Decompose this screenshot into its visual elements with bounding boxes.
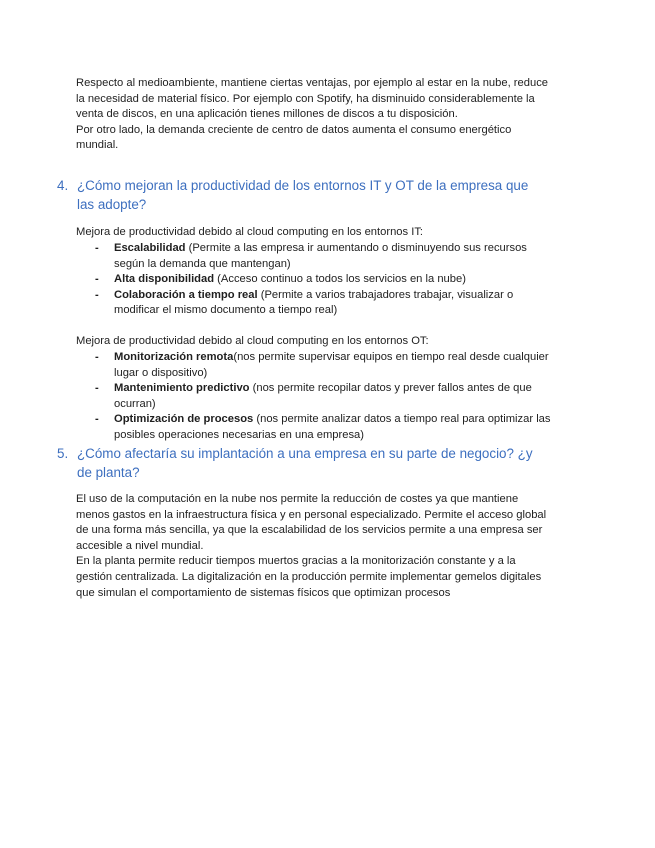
question-number: 4. — [57, 178, 69, 193]
item-text: según la demanda que mantengan) — [114, 257, 291, 270]
item-title: Colaboración a tiempo real — [114, 288, 258, 301]
text-line: accesible a nivel mundial. — [76, 539, 204, 552]
heading-line: de planta? — [77, 465, 140, 481]
dash-bullet: - — [95, 273, 99, 286]
item-title: Alta disponibilidad — [114, 273, 215, 286]
dash-bullet: - — [95, 413, 99, 426]
item-text: (Acceso continuo a todos los servicios en la nube) — [214, 273, 466, 286]
business-impact-paragraph — [76, 492, 586, 601]
item-text: (Permite a varios trabajadores trabajar, visualizar o — [257, 288, 514, 301]
item-text: posibles operaciones necesarias en una empresa) — [114, 428, 365, 441]
it-benefits-list — [76, 241, 586, 319]
item-text: modificar el mismo documento a tiempo real) — [114, 304, 338, 317]
item-title: Mantenimiento predictivo — [114, 382, 250, 395]
text-line: Respecto al medioambiente, mantiene ciertas ventajas, por ejemplo al estar en la nube, reduce — [76, 77, 549, 89]
text-line: En la planta permite reducir tiempos muertos gracias a la monitorización constante y a la — [76, 555, 516, 568]
question-4-heading — [57, 176, 577, 214]
item-title: Optimización de procesos — [114, 413, 254, 426]
text-line: venta de discos, en una aplicación tienes millones de discos a tu disposición. — [76, 108, 458, 121]
text-line: Por otro lado, la demanda creciente de centro de datos aumenta el consumo energético — [76, 123, 512, 136]
item-title: Escalabilidad — [114, 242, 186, 254]
item-text: ocurran) — [114, 397, 156, 410]
text-line: menos gastos en la infraestructura física y en personal especializado. Permite el acceso global — [76, 508, 547, 521]
item-title: Monitorización remota — [114, 351, 234, 363]
question-5-heading — [57, 444, 577, 482]
dash-bullet: - — [95, 382, 99, 395]
list-item — [76, 288, 586, 319]
heading-line: ¿Cómo afectaría su implantación a una empresa en su parte de negocio? ¿y — [77, 446, 533, 461]
text-line: que simulan el comportamiento de sistemas físicos que optimizan procesos — [76, 586, 451, 599]
list-item — [76, 350, 586, 381]
text-line: El uso de la computación en la nube nos permite la reducción de costes ya que mantiene — [76, 493, 519, 505]
heading-line: las adopte? — [77, 197, 147, 213]
text-line: mundial. — [76, 139, 119, 152]
dash-bullet: - — [95, 351, 99, 363]
it-intro: Mejora de productividad debido al cloud computing en los entornos IT: — [76, 226, 424, 238]
text-line: gestión centralizada. La digitalización en la producción permite implementar gemelos digitales — [76, 570, 542, 583]
text-line: la necesidad de material físico. Por ejemplo con Spotify, ha disminuido considerablemente la — [76, 92, 535, 105]
item-text: (nos permite supervisar equipos en tiempo real desde cualquier — [233, 351, 549, 363]
list-item — [76, 272, 586, 288]
ot-intro: Mejora de productividad debido al cloud computing en los entornos OT: — [76, 335, 429, 347]
list-item — [76, 412, 586, 443]
heading-line: ¿Cómo mejoran la productividad de los entornos IT y OT de la empresa que — [77, 178, 529, 193]
list-item — [76, 381, 586, 412]
item-text: (nos permite recopilar datos y prever fallos antes de que — [249, 382, 532, 395]
dash-bullet: - — [95, 242, 99, 254]
item-text: (nos permite analizar datos a tiempo real para optimizar las — [253, 413, 551, 426]
item-text: (Permite a las empresa ir aumentando o disminuyendo sus recursos — [185, 242, 527, 254]
item-text: lugar o dispositivo) — [114, 366, 208, 379]
text-line: de una forma más sencilla, ya que la escalabilidad de los servicios permite a una empresa ser — [76, 524, 543, 537]
ot-benefits-list — [76, 350, 586, 444]
intro-paragraph — [76, 76, 586, 154]
list-item — [76, 241, 586, 272]
dash-bullet: - — [95, 288, 99, 301]
question-number: 5. — [57, 446, 69, 461]
